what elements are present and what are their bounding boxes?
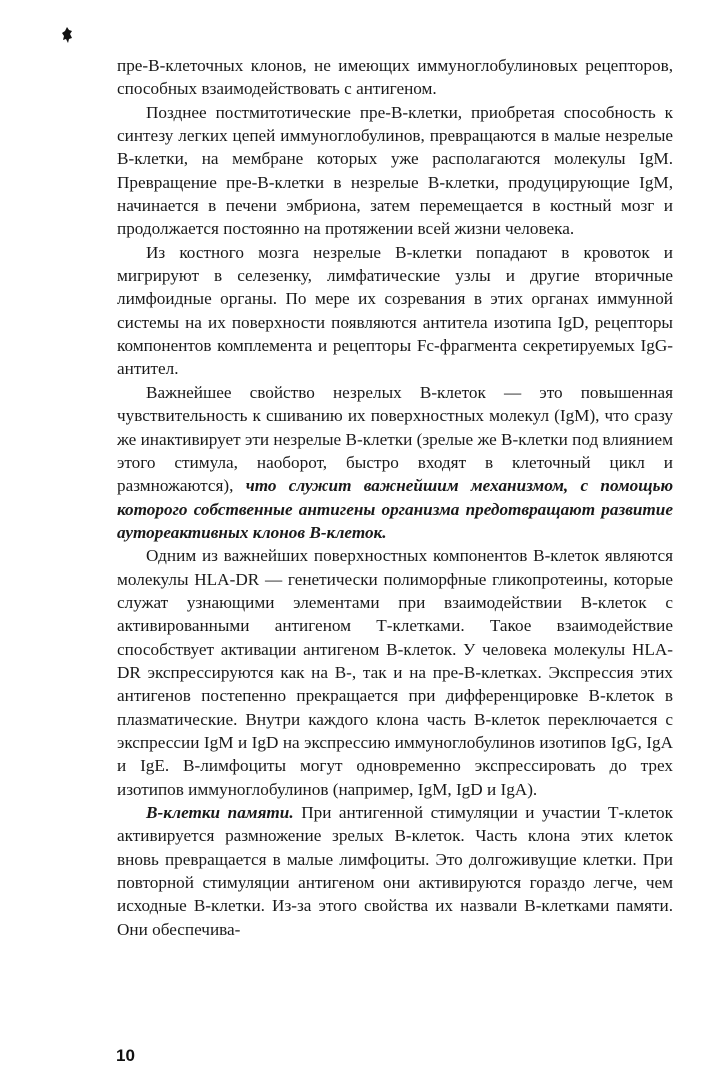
paragraph bbox=[117, 241, 673, 381]
paragraph bbox=[117, 101, 673, 241]
text-run: Одним из важнейших поверхностных компонентов В-клеток являются молекулы HLA-DR — генетически полиморфные гликопротеины, которые служат узнающими элементами при взаимодействии В-клеток с активированными антигеном Т-клетками. Такое взаимодействие способствует активации антигеном В-клеток. У человека молекулы HLA-DR экспрессируются как на В-, так и на пре-В-клетках. Экспрессия этих антигенов постепенно прекращается при дифференцировке В-клеток в плазматические. Внутри каждого клона часть В-клеток переключается с экспрессии IgM и IgD на экспрессию иммуноглобулинов изотипов IgG, IgA и IgE. В-лимфоциты могут одновременно экспрессировать до трех изотипов иммуноглобулинов (например, IgM, IgD и IgA). bbox=[117, 546, 673, 799]
page-number: 10 bbox=[116, 1046, 135, 1065]
paragraph bbox=[117, 54, 673, 101]
paragraph bbox=[117, 801, 673, 941]
paragraph bbox=[117, 381, 673, 544]
text-run: При антигенной стимуляции и участии Т-клеток активируется размножение зрелых В-клеток. Часть клона этих клеток вновь превращается в малые лимфоциты. Это долгоживущие клетки. При повторной стимуляции антигеном они активируются гораздо легче, чем исходные В-клетки. Из-за этого свойства их назвали В-клетками памяти. Они обеспечива- bbox=[117, 803, 673, 939]
section-heading-inline: В-клетки памяти. bbox=[146, 803, 294, 822]
text-run: Важнейшее свойство незрелых В-клеток — это повышенная чувствительность к сшиванию их поверхностных молекул (IgM), что сразу же инактивирует эти незрелые В-клетки (зрелые же В-клетки под влиянием этого стимула, наоборот, быстро входят в клеточный цикл и размножаются), bbox=[117, 382, 673, 496]
text-run: пре-В-клеточных клонов, не имеющих иммуноглобулиновых рецепторов, способных взаимодействовать с антигеном. bbox=[117, 56, 673, 99]
text-run: Из костного мозга незрелые В-клетки попадают в кровоток и мигрируют в селезенку, лимфатические узлы и другие вторичные лимфоидные органы. По мере их созревания в этих органах иммунной системы на их поверхности появляются антитела изотипа IgD, рецепторы компонентов комплемента и рецепторы Fc-фрагмента секретируемых IgG-антител. bbox=[117, 242, 673, 379]
emphasis-run: что служит важнейшим механизмом, с помощью которого собственные антигены организма предотвращают развитие аутореактивных клонов В-клеток. bbox=[117, 476, 673, 542]
ink-mark-icon bbox=[60, 26, 74, 44]
paragraph bbox=[117, 544, 673, 801]
body-text bbox=[117, 54, 673, 941]
text-run: Позднее постмитотические пре-В-клетки, приобретая способность к синтезу легких цепей иммуноглобулинов, превращаются в малые незрелые В-клетки, на мембране которых уже располагаются молекулы IgM. Превращение пре-В-клетки в незрелые В-клетки, продуцирующие IgM, начинается в печени эмбриона, затем перемещается в костный мозг и продолжается постоянно на протяжении всей жизни человека. bbox=[117, 102, 673, 239]
